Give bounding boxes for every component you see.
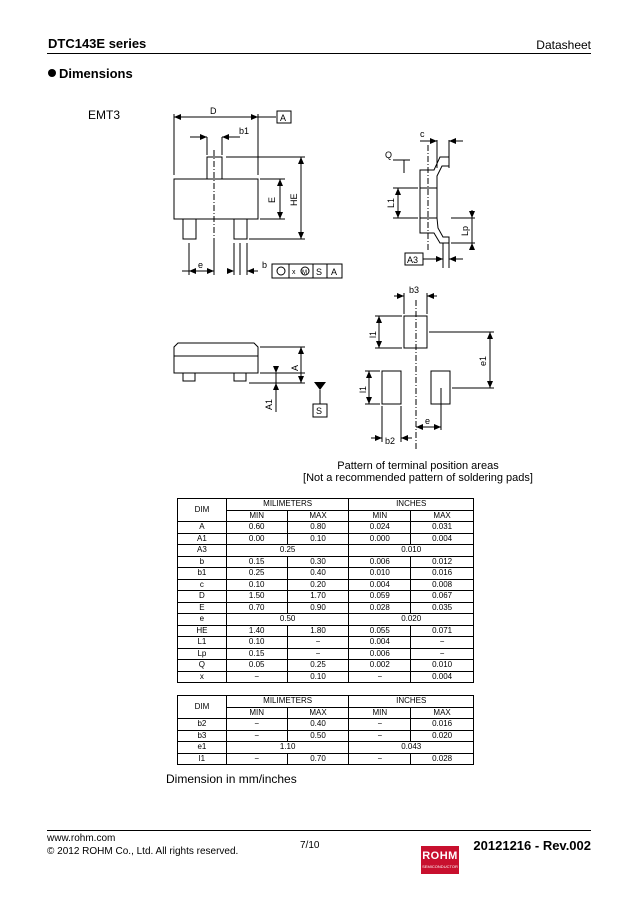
dim-value: 0.043	[349, 742, 474, 754]
dim-value: 0.004	[411, 671, 474, 683]
dim-symbol: A	[178, 522, 227, 534]
page-number: 7/10	[300, 840, 320, 851]
label-Lp: Lp	[460, 225, 470, 236]
table-row	[178, 742, 474, 754]
mm-header: MILIMETERS	[226, 499, 349, 511]
in-header: INCHES	[349, 696, 474, 708]
dim-value: 0.012	[411, 556, 474, 568]
dim-symbol: A3	[178, 545, 227, 557]
dim-value: 0.004	[349, 637, 411, 649]
dim-symbol: HE	[178, 625, 227, 637]
label-S-tol: S	[316, 267, 323, 277]
dim-value: 0.000	[349, 533, 411, 545]
dim-value: 0.60	[226, 522, 287, 534]
label-A-tol: A	[331, 267, 338, 277]
dim-symbol: b3	[178, 730, 227, 742]
dim-value: 0.028	[349, 602, 411, 614]
table-row	[178, 625, 474, 637]
table-row	[178, 671, 474, 683]
label-l1-top: l1	[368, 330, 378, 338]
dim-value: 1.40	[226, 625, 287, 637]
dim-value: 0.10	[287, 533, 349, 545]
footer-left	[47, 832, 238, 858]
footer-rule	[47, 830, 591, 831]
dim-value: 0.024	[349, 522, 411, 534]
dim-value: −	[411, 637, 474, 649]
mm-header: MILIMETERS	[226, 696, 349, 708]
label-c: c	[420, 129, 425, 139]
dim-value: −	[349, 671, 411, 683]
dim-value: 0.25	[226, 545, 349, 557]
table-row	[178, 579, 474, 591]
label-A3: A3	[407, 255, 419, 265]
label-E: E	[267, 196, 277, 203]
dimension-unit-note: Dimension in mm/inches	[166, 772, 297, 786]
dim-value: −	[287, 648, 349, 660]
label-D: D	[210, 106, 217, 116]
dim-symbol: b2	[178, 719, 227, 731]
table-row	[178, 522, 474, 534]
table-row	[178, 545, 474, 557]
dim-symbol: Q	[178, 660, 227, 672]
rohm-logo	[421, 846, 459, 874]
table-row	[178, 637, 474, 649]
dim-value: 0.70	[287, 753, 349, 765]
label-A-datum: A	[280, 113, 287, 123]
dim-value: 0.90	[287, 602, 349, 614]
table-row	[178, 753, 474, 765]
caption-line2: [Not a recommended pattern of soldering pads]	[303, 472, 533, 484]
dim-header: DIM	[178, 499, 227, 522]
dim-value: −	[287, 637, 349, 649]
dimensions-table-2: DIM MILIMETERS INCHES MIN MAX MIN MAX b2 − 0.40 − 0.016 b3 − 0.50 − 0.020 e1 1.10 0.043 l1 − 0.70 − 0.028	[177, 695, 474, 765]
dim-value: 0.008	[411, 579, 474, 591]
dimensions-table-1: DIM MILIMETERS INCHES MIN MAX MIN MAX A 0.60 0.80 0.024 0.031 A1 0.00 0.10 0.000 0.004 A3 0.25 0.010 b 0.15 0.30 0.006 0.012 b1 0.25 0.40 0.010 0.016 c 0.10 0.20 0.004 0.008 D 1.50 1.70 0.059 0.067 E 0.70 0.90 0.028 0.035 e 0.50 0.020 HE 1.40 1.80 0.055 0.071 L1 0.10 − 0.004 − Lp 0.15 − 0.006 − Q 0.05 0.25 0.002 0.010 x − 0.10 − 0.004	[177, 498, 474, 683]
dim-value: −	[349, 753, 411, 765]
dim-value: 0.067	[411, 591, 474, 603]
dim-value: 0.059	[349, 591, 411, 603]
dim-value: 0.25	[226, 568, 287, 580]
dim-value: −	[226, 753, 287, 765]
table-row	[178, 730, 474, 742]
dim-value: 0.30	[287, 556, 349, 568]
dim-value: 0.15	[226, 648, 287, 660]
table-row	[178, 556, 474, 568]
dim-symbol: e	[178, 614, 227, 626]
dim-value: 0.016	[411, 568, 474, 580]
dim-value: 0.50	[226, 614, 349, 626]
dim-value: 0.40	[287, 568, 349, 580]
dim-symbol: x	[178, 671, 227, 683]
in-header: INCHES	[349, 499, 474, 511]
table-row	[178, 614, 474, 626]
dim-value: 0.10	[287, 671, 349, 683]
dim-value: 0.006	[349, 648, 411, 660]
label-M: M	[302, 270, 307, 276]
series-title: DTC143E series	[48, 36, 147, 51]
dim-value: 0.40	[287, 719, 349, 731]
table-row	[178, 568, 474, 580]
label-e1: e1	[478, 355, 488, 366]
dim-symbol: E	[178, 602, 227, 614]
table-row	[178, 719, 474, 731]
dim-value: 1.10	[226, 742, 349, 754]
dim-value: 0.10	[226, 579, 287, 591]
dim-value: 0.05	[226, 660, 287, 672]
doc-type: Datasheet	[536, 38, 591, 52]
label-Q: Q	[385, 150, 393, 160]
label-l1-side: l1	[358, 385, 368, 393]
dim-value: −	[226, 719, 287, 731]
dim-value: 0.20	[287, 579, 349, 591]
dim-value: 0.00	[226, 533, 287, 545]
dim-value: 0.15	[226, 556, 287, 568]
label-A1: A1	[264, 398, 274, 410]
dim-value: 0.004	[411, 533, 474, 545]
dim-value: 0.055	[349, 625, 411, 637]
dim-value: 0.035	[411, 602, 474, 614]
dim-value: 0.010	[349, 568, 411, 580]
dim-value: 0.028	[411, 753, 474, 765]
dim-value: 1.70	[287, 591, 349, 603]
dim-symbol: l1	[178, 753, 227, 765]
table-row	[178, 648, 474, 660]
label-b2: b2	[385, 436, 396, 446]
top-view-body	[174, 179, 258, 219]
dim-value: 0.006	[349, 556, 411, 568]
section-title: Dimensions	[59, 66, 133, 81]
dim-value: 0.004	[349, 579, 411, 591]
logo-text: ROHM	[422, 850, 458, 862]
dim-symbol: c	[178, 579, 227, 591]
dim-symbol: Lp	[178, 648, 227, 660]
dim-value: 1.50	[226, 591, 287, 603]
dim-value: 0.80	[287, 522, 349, 534]
dim-header: DIM	[178, 696, 227, 719]
package-name: EMT3	[88, 108, 121, 122]
dim-value: 0.70	[226, 602, 287, 614]
dim-value: 1.80	[287, 625, 349, 637]
label-b: b	[262, 260, 268, 270]
dim-symbol: D	[178, 591, 227, 603]
label-e-land: e	[425, 416, 431, 426]
dim-value: −	[411, 648, 474, 660]
table-row	[178, 591, 474, 603]
dim-value: −	[226, 730, 287, 742]
dim-symbol: b1	[178, 568, 227, 580]
dim-value: 0.020	[349, 614, 474, 626]
dim-value: 0.50	[287, 730, 349, 742]
dim-value: −	[226, 671, 287, 683]
label-HE: HE	[289, 193, 299, 206]
label-b3: b3	[409, 285, 420, 295]
dim-value: 0.002	[349, 660, 411, 672]
dim-value: 0.016	[411, 719, 474, 731]
dim-value: 0.10	[226, 637, 287, 649]
label-L1: L1	[386, 197, 396, 208]
revision: 20121216 - Rev.002	[473, 838, 591, 853]
dim-value: −	[349, 719, 411, 731]
dim-value: 0.071	[411, 625, 474, 637]
footer-url[interactable]: www.rohm.com	[47, 833, 116, 844]
caption-line1: Pattern of terminal position areas	[337, 460, 499, 472]
dim-value: 0.010	[349, 545, 474, 557]
dim-value: 0.020	[411, 730, 474, 742]
dim-value: −	[349, 730, 411, 742]
table-row	[178, 660, 474, 672]
label-x: x	[292, 269, 296, 276]
dim-value: 0.25	[287, 660, 349, 672]
label-A: A	[290, 364, 300, 371]
label-e: e	[198, 260, 204, 270]
dim-value: 0.010	[411, 660, 474, 672]
logo-subtext: SEMICONDUCTOR	[422, 864, 458, 869]
table-row	[178, 533, 474, 545]
dim-symbol: b	[178, 556, 227, 568]
dim-value: 0.031	[411, 522, 474, 534]
dim-symbol: L1	[178, 637, 227, 649]
label-S: S	[316, 406, 323, 416]
table-row	[178, 602, 474, 614]
label-b1: b1	[239, 126, 250, 136]
dim-symbol: e1	[178, 742, 227, 754]
dim-symbol: A1	[178, 533, 227, 545]
footer-copyright: © 2012 ROHM Co., Ltd. All rights reserved.	[47, 846, 239, 857]
